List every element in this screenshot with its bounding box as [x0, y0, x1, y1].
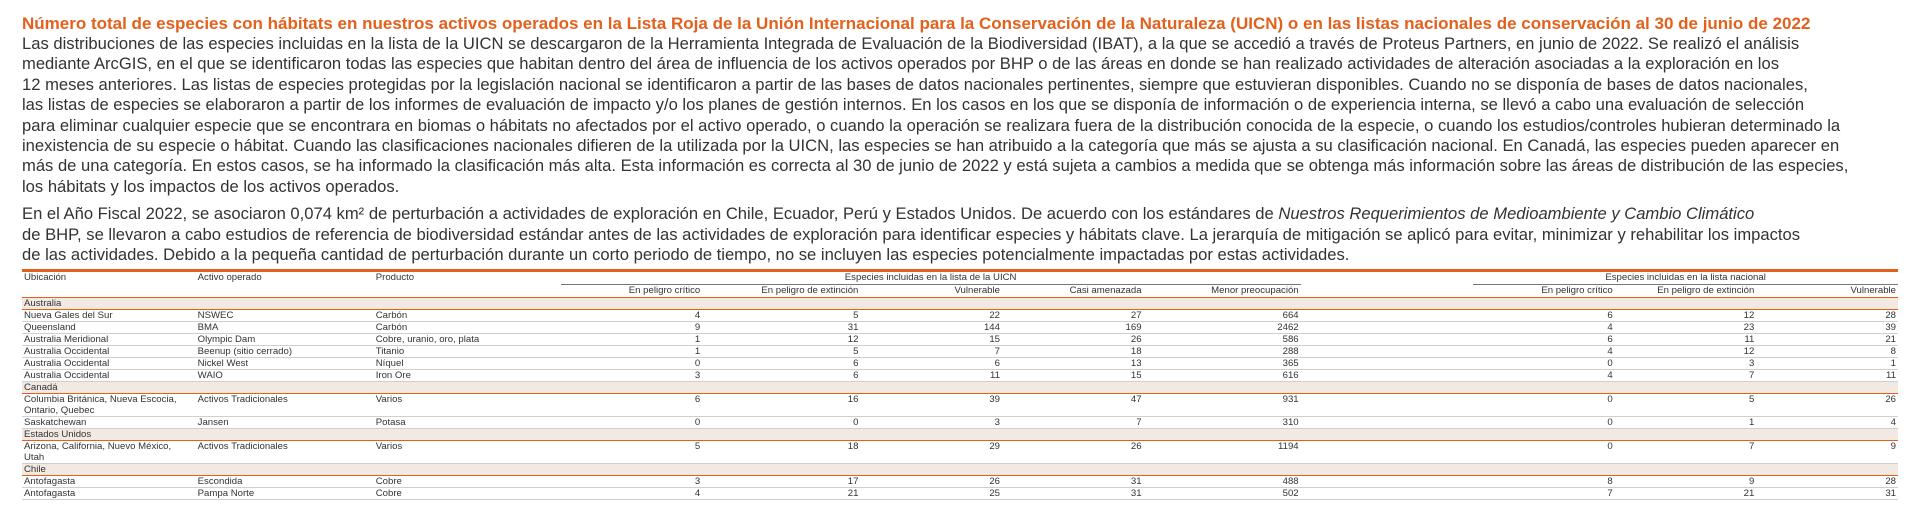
cell-uicn-value: 616	[1144, 370, 1301, 382]
cell-nacional-value: 39	[1756, 322, 1898, 334]
cell-spacer	[1301, 358, 1474, 370]
cell-producto: Níquel	[374, 358, 561, 370]
region-row	[22, 382, 1898, 394]
header-uicn-nt: Casi amenazada	[1002, 285, 1144, 298]
cell-uicn-value: 7	[1002, 417, 1144, 429]
cell-nacional-value: 8	[1756, 346, 1898, 358]
cell-uicn-value: 488	[1144, 476, 1301, 488]
cell-uicn-value: 26	[860, 476, 1002, 488]
cell-producto: Carbón	[374, 310, 561, 322]
cell-nacional-value: 9	[1756, 441, 1898, 464]
table-row	[22, 358, 1898, 370]
cell-nacional-value: 28	[1756, 476, 1898, 488]
cell-uicn-value: 4	[561, 310, 703, 322]
cell-uicn-value: 7	[860, 346, 1002, 358]
region-row	[22, 464, 1898, 476]
header-group-uicn: Especies incluidas en la lista de la UICN	[561, 272, 1301, 285]
cell-nacional-value: 0	[1473, 394, 1615, 417]
paragraph-exploration-italic: Nuestros Requerimientos de Medioambiente y Cambio Climático	[1278, 204, 1755, 224]
cell-nacional-value: 7	[1615, 370, 1757, 382]
cell-nacional-value: 7	[1473, 488, 1615, 500]
cell-ubicacion: Australia Occidental	[22, 358, 196, 370]
cell-spacer	[1301, 476, 1474, 488]
cell-uicn-value: 0	[561, 417, 703, 429]
cell-uicn-value: 22	[860, 310, 1002, 322]
cell-uicn-value: 16	[702, 394, 860, 417]
header-blank	[374, 285, 561, 298]
table-row	[22, 322, 1898, 334]
cell-nacional-value: 26	[1756, 394, 1898, 417]
cell-activo: NSWEC	[196, 310, 374, 322]
region-row	[22, 298, 1898, 310]
cell-activo: Activos Tradicionales	[196, 394, 374, 417]
paragraph-exploration-start: En el Año Fiscal 2022, se asociaron 0,074 km² de perturbación a actividades de exploración en Chile, Ecuador, Perú y Estados Unidos. De acuerdo con los estándares de	[22, 204, 1279, 224]
cell-nacional-value: 8	[1473, 476, 1615, 488]
cell-spacer	[1301, 322, 1474, 334]
cell-nacional-value: 11	[1756, 370, 1898, 382]
cell-uicn-value: 3	[561, 370, 703, 382]
header-nac-en: En peligro de extinción	[1615, 285, 1757, 298]
cell-producto: Cobre	[374, 488, 561, 500]
cell-ubicacion: Antofagasta	[22, 488, 196, 500]
cell-nacional-value: 0	[1473, 441, 1615, 464]
header-spacer	[1301, 272, 1474, 285]
cell-uicn-value: 931	[1144, 394, 1301, 417]
cell-activo: Beenup (sitio cerrado)	[196, 346, 374, 358]
cell-nacional-value: 4	[1473, 346, 1615, 358]
cell-uicn-value: 31	[702, 322, 860, 334]
cell-nacional-value: 4	[1473, 370, 1615, 382]
cell-uicn-value: 6	[702, 358, 860, 370]
cell-uicn-value: 21	[702, 488, 860, 500]
cell-uicn-value: 47	[1002, 394, 1144, 417]
cell-nacional-value: 1	[1615, 417, 1757, 429]
cell-uicn-value: 0	[702, 417, 860, 429]
cell-activo: Nickel West	[196, 358, 374, 370]
cell-ubicacion: Australia Occidental	[22, 346, 196, 358]
header-uicn-en: En peligro de extinción	[702, 285, 860, 298]
cell-nacional-value: 31	[1756, 488, 1898, 500]
cell-uicn-value: 6	[702, 370, 860, 382]
paragraph-exploration-end: de BHP, se llevaron a cabo estudios de referencia de biodiversidad estándar antes de las actividades de exploración para identificar especies y hábitats clave. La jerarquía de mitigación se aplicó para evitar, minimizar y rehabilitar los impactos de las actividades. Debido a la pequeña cantidad de perturbación durante un corto periodo de tiempo, no se incluyen las especies potencialmente impactadas por estas actividades.	[22, 224, 1801, 265]
cell-spacer	[1301, 370, 1474, 382]
cell-spacer	[1301, 441, 1474, 464]
cell-uicn-value: 4	[561, 488, 703, 500]
cell-producto: Varios	[374, 394, 561, 417]
cell-uicn-value: 664	[1144, 310, 1301, 322]
cell-uicn-value: 586	[1144, 334, 1301, 346]
cell-nacional-value: 12	[1615, 346, 1757, 358]
cell-nacional-value: 21	[1756, 334, 1898, 346]
cell-nacional-value: 0	[1473, 417, 1615, 429]
cell-ubicacion: Nueva Gales del Sur	[22, 310, 196, 322]
header-spacer	[1301, 285, 1474, 298]
header-producto: Producto	[375, 272, 415, 284]
species-table	[22, 272, 1898, 500]
region-row	[22, 429, 1898, 441]
cell-ubicacion: Saskatchewan	[22, 417, 196, 429]
cell-nacional-value: 4	[1473, 322, 1615, 334]
cell-producto: Cobre, uranio, oro, plata	[374, 334, 561, 346]
cell-activo: Activos Tradicionales	[196, 441, 374, 464]
cell-spacer	[1301, 488, 1474, 500]
cell-uicn-value: 365	[1144, 358, 1301, 370]
cell-nacional-value: 4	[1756, 417, 1898, 429]
cell-producto: Varios	[374, 441, 561, 464]
cell-ubicacion: Australia Meridional	[22, 334, 196, 346]
cell-nacional-value: 11	[1615, 334, 1757, 346]
cell-uicn-value: 26	[1002, 441, 1144, 464]
table-row	[22, 334, 1898, 346]
cell-uicn-value: 26	[1002, 334, 1144, 346]
table-row	[22, 417, 1898, 429]
table-header-row-1	[22, 272, 1898, 285]
cell-uicn-value: 27	[1002, 310, 1144, 322]
cell-uicn-value: 1	[561, 346, 703, 358]
header-nac-vu: Vulnerable	[1756, 285, 1898, 298]
cell-nacional-value: 1	[1756, 358, 1898, 370]
cell-uicn-value: 15	[1002, 370, 1144, 382]
cell-uicn-value: 3	[860, 417, 1002, 429]
cell-activo: Pampa Norte	[196, 488, 374, 500]
cell-spacer	[1301, 346, 1474, 358]
cell-ubicacion: Australia Occidental	[22, 370, 196, 382]
region-name: Chile	[22, 464, 1898, 476]
cell-uicn-value: 3	[561, 476, 703, 488]
cell-uicn-value: 11	[860, 370, 1002, 382]
cell-producto: Potasa	[374, 417, 561, 429]
table-row	[22, 476, 1898, 488]
cell-activo: Olympic Dam	[196, 334, 374, 346]
body-text	[22, 34, 1898, 265]
cell-uicn-value: 39	[860, 394, 1002, 417]
region-name: Canadá	[22, 382, 1898, 394]
table-row	[22, 488, 1898, 500]
cell-nacional-value: 6	[1473, 334, 1615, 346]
cell-activo: Jansen	[196, 417, 374, 429]
table-body	[22, 298, 1898, 500]
cell-uicn-value: 1194	[1144, 441, 1301, 464]
paragraph-exploration	[22, 204, 1898, 265]
cell-nacional-value: 21	[1615, 488, 1757, 500]
cell-ubicacion: Arizona, California, Nuevo México, Utah	[22, 441, 196, 464]
cell-nacional-value: 5	[1615, 394, 1757, 417]
cell-spacer	[1301, 394, 1474, 417]
table-row	[22, 346, 1898, 358]
header-uicn-vu: Vulnerable	[860, 285, 1002, 298]
cell-nacional-value: 9	[1615, 476, 1757, 488]
cell-activo: BMA	[196, 322, 374, 334]
cell-uicn-value: 31	[1002, 476, 1144, 488]
cell-uicn-value: 169	[1002, 322, 1144, 334]
cell-uicn-value: 5	[702, 346, 860, 358]
cell-nacional-value: 7	[1615, 441, 1757, 464]
cell-uicn-value: 9	[561, 322, 703, 334]
header-blank	[22, 285, 196, 298]
header-nac-cr: En peligro crítico	[1473, 285, 1615, 298]
cell-uicn-value: 15	[860, 334, 1002, 346]
cell-activo: WAIO	[196, 370, 374, 382]
cell-uicn-value: 17	[702, 476, 860, 488]
cell-nacional-value: 12	[1615, 310, 1757, 322]
cell-uicn-value: 310	[1144, 417, 1301, 429]
cell-spacer	[1301, 310, 1474, 322]
cell-spacer	[1301, 417, 1474, 429]
header-uicn-cr: En peligro crítico	[561, 285, 703, 298]
cell-uicn-value: 6	[860, 358, 1002, 370]
cell-uicn-value: 0	[561, 358, 703, 370]
cell-uicn-value: 6	[561, 394, 703, 417]
table-row	[22, 441, 1898, 464]
cell-uicn-value: 29	[860, 441, 1002, 464]
cell-uicn-value: 31	[1002, 488, 1144, 500]
cell-ubicacion: Columbia Británica, Nueva Escocia, Ontario, Quebec	[22, 394, 196, 417]
header-group-nacional: Especies incluidas en la lista nacional	[1473, 272, 1898, 285]
cell-ubicacion: Queensland	[22, 322, 196, 334]
cell-nacional-value: 0	[1473, 358, 1615, 370]
cell-uicn-value: 25	[860, 488, 1002, 500]
cell-uicn-value: 18	[1002, 346, 1144, 358]
table-row	[22, 310, 1898, 322]
cell-nacional-value: 6	[1473, 310, 1615, 322]
cell-uicn-value: 288	[1144, 346, 1301, 358]
cell-uicn-value: 5	[702, 310, 860, 322]
cell-activo: Escondida	[196, 476, 374, 488]
cell-producto: Iron Ore	[374, 370, 561, 382]
cell-uicn-value: 12	[702, 334, 860, 346]
cell-ubicacion: Antofagasta	[22, 476, 196, 488]
cell-uicn-value: 2462	[1144, 322, 1301, 334]
cell-nacional-value: 3	[1615, 358, 1757, 370]
cell-uicn-value: 13	[1002, 358, 1144, 370]
cell-uicn-value: 502	[1144, 488, 1301, 500]
cell-nacional-value: 23	[1615, 322, 1757, 334]
paragraph-methodology: Las distribuciones de las especies incluidas en la lista de la UICN se descargaron de la Herramienta Integrada de Evaluación de la Biodiversidad (IBAT), a la que se accedió a través de Proteus Partners, en junio de 2022. Se realizó el análisis mediante ArcGIS, en el que se identificaron todas las especies que habitan dentro del área de influencia de los activos operados por BHP o de las áreas en donde se han realizado actividades de alteración asociadas a la exploración en los 12 meses anteriores. Las listas de especies protegidas por la legislación nacional se identificaron a partir de las bases de datos nacionales pertinentes, siempre que estuvieran disponibles. Cuando no se disponía de bases de datos nacionales, las listas de especies se elaboraron a partir de los informes de evaluación de impacto y/o los planes de gestión internos. En los casos en los que se disponía de información o de experiencia interna, se llevó a cabo una evaluación de selección para eliminar cualquier especie que se encontrara en biomas o hábitats no afectados por el activo operado, o cuando la operación se realizara fuera de la distribución conocida de la especie, o cuando los estudios/controles hubieran determinado la inexistencia de su especie o hábitat. Cuando las clasificaciones nacionales difieren de la utilizada por la UICN, las especies se han atribuido a la categoría que más se ajusta a su clasificación nacional. En Canadá, las especies pueden aparecer en más de una categoría. En estos casos, se ha informado la clasificación más alta. Esta información es correcta al 30 de junio de 2022 y está sujeta a cambios a medida que se obtenga más información sobre las áreas de distribución de las especies, los hábitats y los impactos de los activos operados.	[22, 34, 1849, 196]
cell-producto: Titanio	[374, 346, 561, 358]
cell-uicn-value: 1	[561, 334, 703, 346]
table-row	[22, 370, 1898, 382]
cell-nacional-value: 28	[1756, 310, 1898, 322]
cell-producto: Cobre	[374, 476, 561, 488]
page-title: Número total de especies con hábitats en nuestros activos operados en la Lista Roja de la Unión Internacional para la Conservación de la Naturaleza (UICN) o en las listas nacionales de conservación al 30 de junio de 2022	[22, 14, 1811, 33]
cell-uicn-value: 18	[702, 441, 860, 464]
header-ubicacion: Ubicación	[24, 272, 67, 284]
cell-uicn-value: 5	[561, 441, 703, 464]
cell-producto: Carbón	[374, 322, 561, 334]
header-blank	[196, 285, 374, 298]
region-name: Australia	[22, 298, 1898, 310]
table-header-row-2	[22, 285, 1898, 298]
table-row	[22, 394, 1898, 417]
cell-uicn-value: 144	[860, 322, 1002, 334]
header-activo: Activo operado	[197, 272, 262, 284]
header-uicn-lc: Menor preocupación	[1144, 285, 1301, 298]
cell-spacer	[1301, 334, 1474, 346]
region-name: Estados Unidos	[22, 429, 1898, 441]
